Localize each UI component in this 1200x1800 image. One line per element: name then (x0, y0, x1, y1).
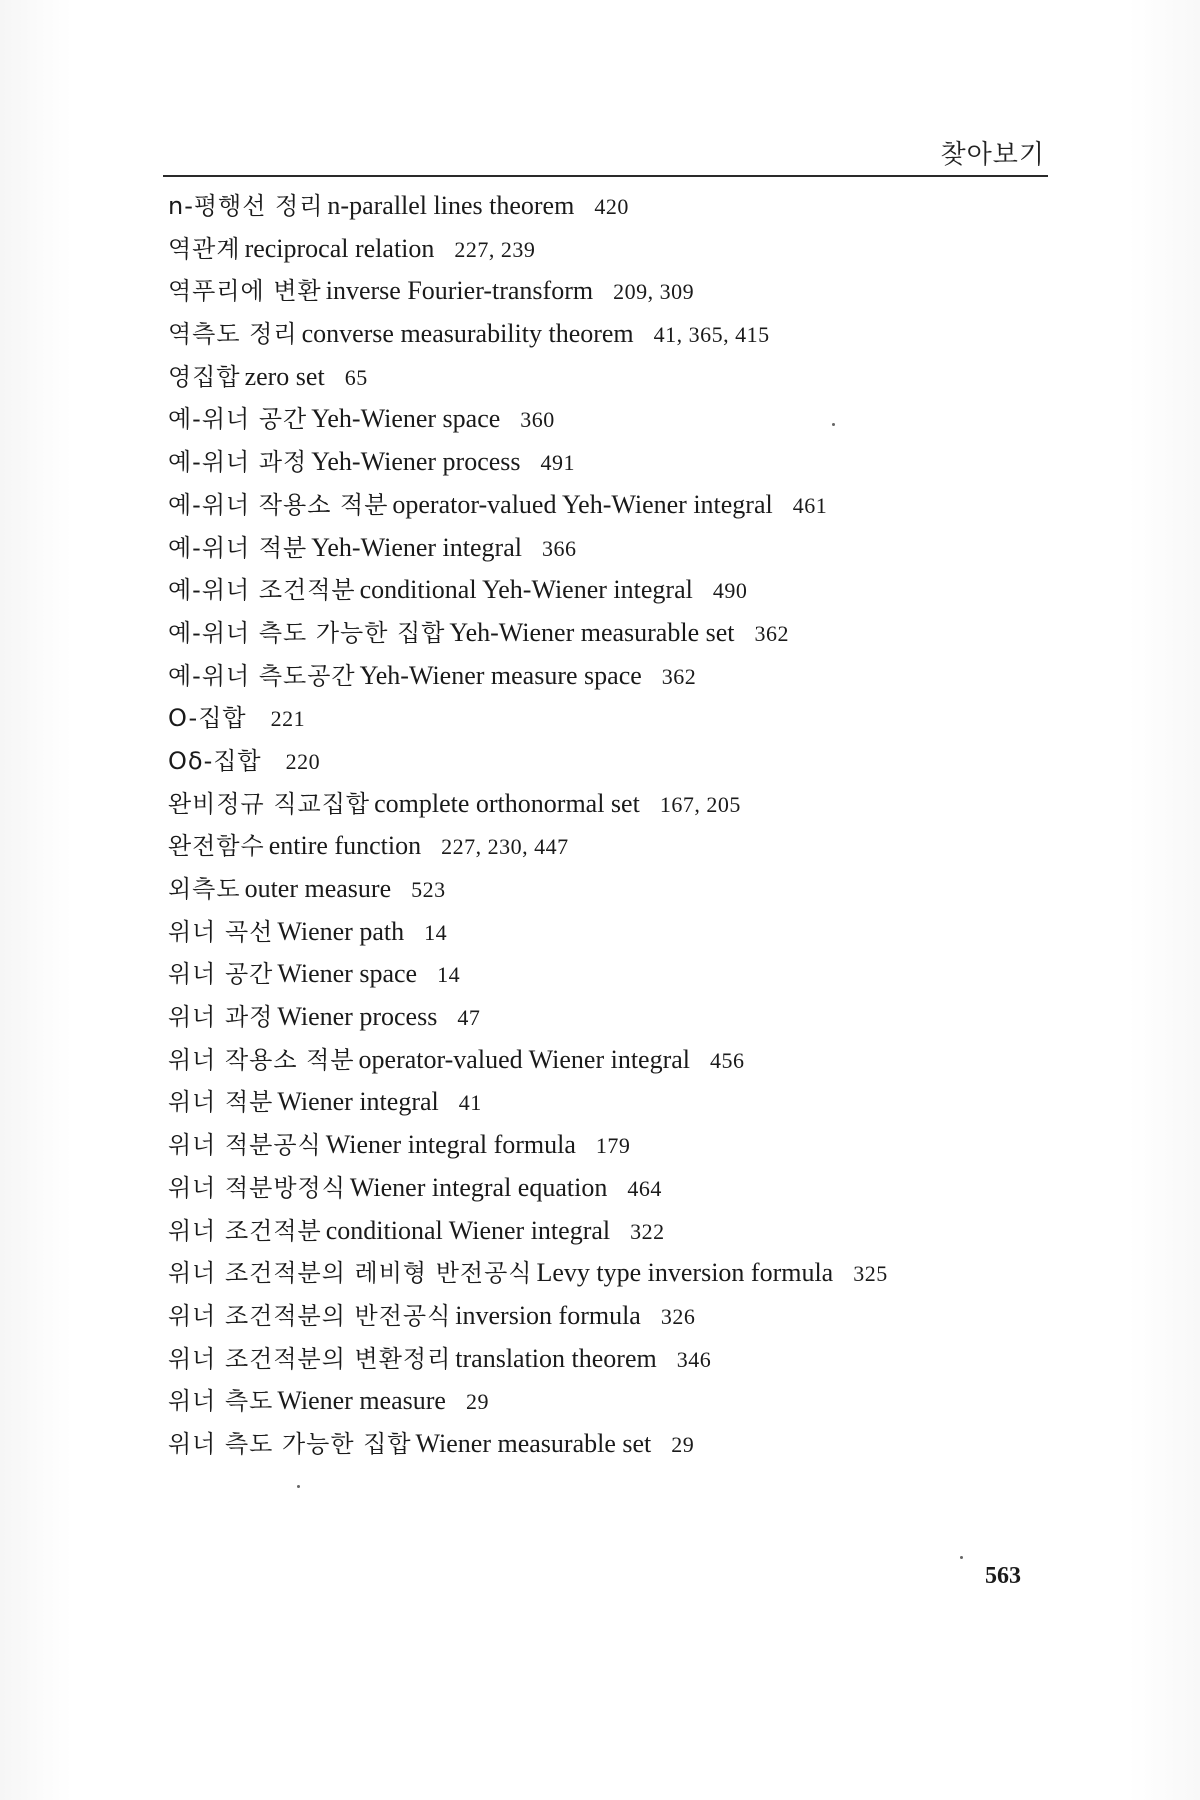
entry-korean-term: 외측도 (168, 875, 241, 903)
entry-page-refs: 326 (660, 1303, 696, 1329)
entry-page-refs: 209, 309 (613, 279, 695, 305)
entry-korean-term: n-평행선 정리 (168, 192, 324, 220)
entry-korean-term: 위너 측도 가능한 집합 (168, 1429, 412, 1458)
entry-page-refs: 491 (540, 450, 576, 476)
entry-korean-term: 위너 적분공식 (168, 1131, 322, 1160)
entry-korean-term: 위너 조건적분의 레비형 반전공식 (168, 1259, 533, 1288)
entry-korean-term: 위너 조건적분의 반전공식 (168, 1301, 452, 1330)
index-entry (168, 1124, 1048, 1167)
entry-page-refs: 14 (424, 919, 448, 945)
index-entry (168, 398, 1048, 441)
entry-page-refs: 167, 205 (659, 791, 741, 817)
index-entry (168, 527, 1048, 570)
entry-english-term: Yeh-Wiener measure space (359, 660, 642, 690)
entry-korean-term: 예-위너 적분 (168, 533, 308, 562)
entry-english-term: complete orthonormal set (374, 788, 640, 818)
entry-page-refs: 322 (630, 1218, 665, 1244)
index-entry (168, 356, 1048, 399)
entry-page-refs: 360 (520, 407, 555, 433)
index-entry (168, 868, 1048, 911)
scan-speck (832, 423, 835, 426)
entry-korean-term: 예-위너 측도공간 (168, 661, 356, 690)
entry-english-term: inverse Fourier-transform (325, 276, 594, 306)
entry-english-term: operator-valued Wiener integral (358, 1044, 691, 1074)
index-entry (168, 996, 1048, 1039)
entry-korean-term: 역측도 정리 (168, 320, 298, 349)
entry-page-refs: 420 (594, 194, 629, 219)
entry-page-refs: 523 (411, 877, 446, 902)
entry-page-refs: 47 (457, 1005, 481, 1031)
entry-korean-term: 역푸리에 변환 (168, 277, 322, 306)
entry-page-refs: 461 (792, 492, 828, 518)
entry-english-term: Yeh-Wiener measurable set (449, 617, 735, 647)
index-entry (168, 228, 1048, 271)
entry-page-refs: 366 (541, 535, 577, 561)
entry-english-term: Wiener integral (277, 1087, 439, 1117)
entry-korean-term: 예-위너 조건적분 (168, 576, 356, 605)
index-entry (168, 1423, 1048, 1466)
entry-english-term: Yeh-Wiener integral (311, 532, 522, 562)
entry-english-term: n-parallel lines theorem (327, 191, 575, 220)
entry-korean-term: 예-위너 과정 (168, 448, 308, 477)
entry-english-term: reciprocal relation (244, 233, 435, 263)
entry-page-refs: 221 (270, 706, 306, 732)
entry-page-refs: 220 (285, 748, 321, 774)
entry-english-term: Wiener measurable set (415, 1428, 652, 1458)
entry-page-refs: 41, 365, 415 (653, 322, 770, 348)
entry-english-term: conditional Wiener integral (325, 1215, 611, 1245)
index-entry (168, 1338, 1048, 1381)
entry-page-refs: 456 (710, 1047, 745, 1073)
entry-english-term: conditional Yeh-Wiener integral (359, 575, 693, 605)
index-entry (168, 1081, 1048, 1124)
entry-english-term: converse measurability theorem (301, 319, 634, 349)
entry-page-refs: 227, 239 (454, 236, 536, 262)
index-entry (168, 655, 1048, 698)
index-entry (168, 1167, 1048, 1210)
entry-page-refs: 29 (465, 1389, 489, 1415)
index-entry (168, 740, 1048, 783)
page-number: 563 (985, 1563, 1021, 1589)
entry-korean-term: 위너 측도 (168, 1387, 274, 1416)
entry-korean-term: 예-위너 측도 가능한 집합 (168, 618, 446, 647)
entry-english-term: Wiener process (277, 1002, 438, 1032)
entry-english-term: Wiener space (277, 959, 418, 989)
entry-korean-term: 역관계 (168, 234, 241, 263)
entry-english-term: Yeh-Wiener process (311, 447, 521, 477)
index-entry (168, 911, 1048, 954)
entry-korean-term: 완비정규 직교집합 (168, 789, 371, 818)
entry-korean-term: 예-위너 공간 (168, 405, 308, 434)
entry-korean-term: 완전함수 (168, 832, 265, 861)
entry-page-refs: 65 (344, 364, 368, 390)
index-entry (168, 270, 1048, 313)
scan-speck (297, 1485, 300, 1488)
entry-page-refs: 14 (437, 962, 461, 988)
entry-page-refs: 29 (671, 1431, 695, 1457)
entry-korean-term: 예-위너 작용소 적분 (168, 490, 389, 519)
index-entry (168, 1039, 1048, 1082)
entry-english-term: outer measure (244, 874, 392, 903)
entry-page-refs: 325 (853, 1261, 888, 1287)
entry-page-refs: 346 (676, 1346, 712, 1372)
entry-english-term: Wiener integral equation (349, 1172, 608, 1202)
index-entry (168, 825, 1048, 868)
entry-page-refs: 362 (661, 663, 697, 689)
running-head: 찾아보기 (940, 140, 1045, 170)
index-entry (168, 612, 1048, 655)
index-entry-list (168, 185, 1048, 1466)
index-entry (168, 441, 1048, 484)
index-entry (168, 569, 1048, 612)
entry-english-term: Wiener path (277, 916, 405, 946)
entry-page-refs: 362 (754, 620, 789, 646)
entry-english-term: Yeh-Wiener space (311, 404, 501, 434)
index-entry (168, 313, 1048, 356)
entry-english-term: operator-valued Yeh-Wiener integral (392, 489, 773, 519)
index-entry (168, 185, 1048, 228)
entry-korean-term: 위너 곡선 (168, 917, 274, 946)
entry-page-refs: 41 (458, 1090, 482, 1116)
entry-english-term: Levy type inversion formula (536, 1258, 834, 1288)
index-entry (168, 1210, 1048, 1253)
index-entry (168, 783, 1048, 826)
entry-page-refs: 490 (712, 578, 748, 604)
entry-english-term: entire function (268, 831, 422, 861)
entry-korean-term: 위너 적분방정식 (168, 1173, 346, 1202)
entry-page-refs: 179 (595, 1133, 631, 1159)
index-entry (168, 1295, 1048, 1338)
index-entry (168, 1252, 1048, 1295)
entry-korean-term: 위너 조건적분 (168, 1216, 322, 1245)
entry-korean-term: 위너 조건적분의 변환정리 (168, 1344, 452, 1373)
entry-page-refs: 227, 230, 447 (441, 834, 569, 860)
entry-english-term: Wiener integral formula (325, 1130, 576, 1160)
entry-english-term: zero set (244, 361, 325, 391)
scan-speck (960, 1556, 963, 1559)
entry-korean-term: 위너 과정 (168, 1003, 274, 1032)
entry-english-term: Wiener measure (277, 1386, 446, 1416)
entry-english-term: translation theorem (455, 1343, 657, 1373)
entry-korean-term: 위너 공간 (168, 960, 274, 989)
index-entry (168, 1380, 1048, 1423)
index-entry (168, 484, 1048, 527)
entry-page-refs: 464 (627, 1175, 662, 1201)
entry-korean-term: 위너 적분 (168, 1088, 274, 1117)
entry-english-term: inversion formula (455, 1300, 641, 1330)
entry-korean-term: 위너 작용소 적분 (168, 1045, 355, 1074)
entry-korean-term: 영집합 (168, 362, 241, 391)
entry-korean-term: O-집합 (168, 704, 247, 733)
entry-korean-term: Oδ-집합 (168, 746, 262, 775)
header-rule (163, 175, 1048, 177)
index-entry (168, 953, 1048, 996)
index-entry (168, 697, 1048, 740)
